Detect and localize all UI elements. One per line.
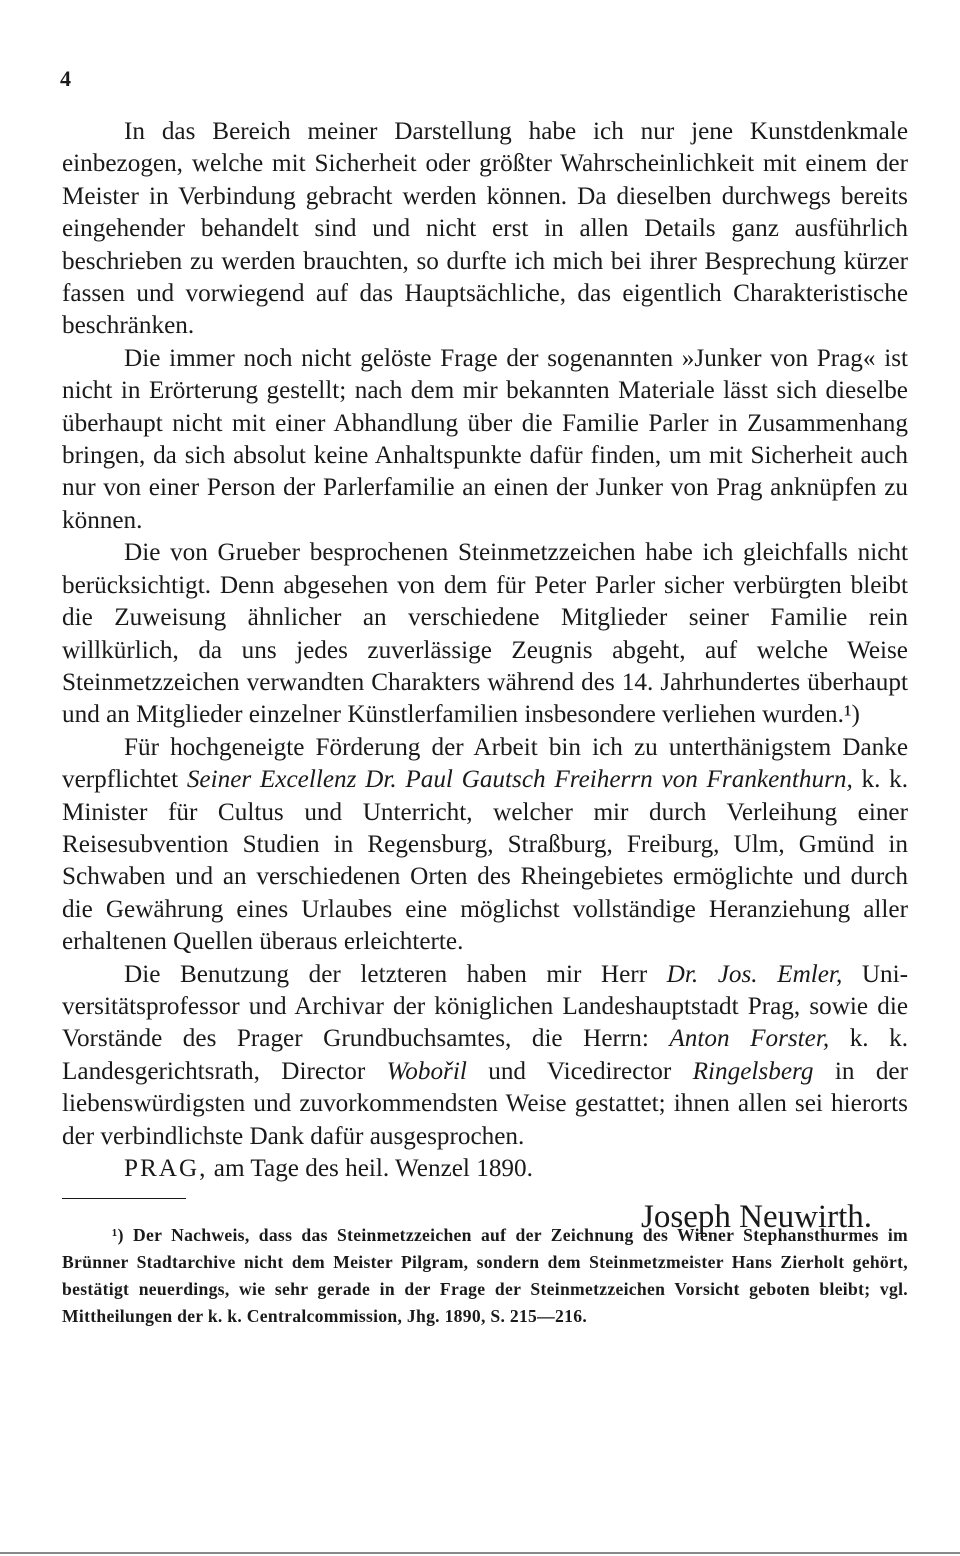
paragraph-5-text-5: in der liebenswürdigsten und zuvorkommendsten Weise gestattet; ihnen allen sei hierorts der verbindlichste Dank dafür ausgesprochen.: [62, 1057, 908, 1150]
minister-name: Seiner Excellenz Dr. Paul Gautsch Freiherrn von Frankenthurn,: [186, 766, 853, 794]
name-forster: Anton Forster,: [669, 1025, 830, 1053]
paragraph-5-text: Die Benutzung der letzteren haben mir Herr: [124, 960, 667, 988]
body-text: [62, 116, 908, 1239]
paragraph-1: In das Bereich meiner Darstellung habe ich nur jene Kunstdenkmale einbezogen, welche mit Sicherheit oder größter Wahrscheinlichkeit mit einem der Meister in Verbindung gebracht werden können. Da dieselben durchwegs bereits eingehender behandelt sind und nicht erst in allen Details ganz ausführlich beschrieben zu werden brauchten, so durfte ich mich bei ihrer Besprechung kürzer fassen und vorwiegend auf das Hauptsächliche, das eigentlich Charakteristische beschränken.: [62, 118, 908, 340]
name-ringelsberg: Ringelsberg: [692, 1057, 814, 1085]
author-signature: Joseph Neuwirth.: [641, 1199, 872, 1236]
name-emler: Dr. Jos. Emler,: [666, 960, 843, 988]
footnote-rule: [62, 1198, 186, 1199]
name-woboril: Wobořil: [386, 1057, 467, 1085]
bottom-border: [0, 1552, 960, 1554]
paragraph-3: Die von Grueber besprochenen Steinmetzzeichen habe ich gleichfalls nicht berücksichtigt. Denn abgesehen von dem für Peter Parler sicher verbürgten bleibt die Zuweisung ähnlicher an verschiedene Mitglieder seiner Familie rein willkürlich, da uns jedes zuverlässige Zeugnis abgeht, auf welche Weise Steinmetzzeichen verwandten Charakters während des 14. Jahrhundertes überhaupt und an Mitglieder einzelner Künstlerfamilien insbesondere verliehen wurden.¹): [62, 539, 908, 729]
footnote: [62, 1222, 908, 1330]
paragraph-5: [62, 959, 908, 1153]
paragraph-4: [62, 732, 908, 959]
paragraph-5-text-4: und Vicedirector: [466, 1057, 693, 1085]
paragraph-2: Die immer noch nicht gelöste Frage der sogenannten »Junker von Prag« ist nicht in Erörterung gestellt; nach dem mir bekannten Materiale lässt sich dieselbe überhaupt nicht mit einer Abhandlung über die Familie Parler in Zusammenhang bringen, da sich absolut keine Anhaltspunkte dafür finden, um mit Sicherheit auch nur von einer Person der Parlerfamilie an einen der Junker von Prag anknüpfen zu können.: [62, 344, 908, 534]
paragraph-5-text-3: k. k. Landesgerichtsrath, Director: [62, 1025, 909, 1085]
date-line: am Tage des heil. Wenzel 1890.: [207, 1155, 533, 1182]
place-and-date: [62, 1153, 908, 1185]
page-number: 4: [60, 66, 71, 91]
place-city: PRAG,: [124, 1155, 208, 1182]
paragraph-4-text-cont: k. k. Minister für Cultus und Unterricht, welcher mir durch Verleihung einer Reisesubvention Studien in Regensburg, Straßburg, Freiburg, Ulm, Gmünd in Schwaben und an verschiedenen Orten des Rheingebietes ermöglichte und durch die Gewährung eines Urlaubes eine möglichst vollständige Heranziehung aller erhaltenen Quellen überaus erleichterte.: [62, 766, 909, 956]
paragraph-4-text: Für hochgeneigte Förderung der Arbeit bin ich zu unterthänigstem Danke verpflichtet: [62, 733, 908, 794]
paragraph-5-text-2: Universitätsprofessor und Archivar der königlichen Landeshauptstadt Prag, sowie die Vorstände des Prager Grundbuchsamtes, die Herrn:: [62, 960, 908, 1053]
footnote-text: ¹) Der Nachweis, dass das Steinmetzzeichen auf der Zeichnung des Wiener Stephansthurmes im Brünner Stadtarchive nicht dem Meister Pilgram, sondern dem Steinmetzmeister Hans Zierholt gehört, bestätigt neuerdings, wie sehr gerade in der Frage der Steinmetzzeichen Vorsicht geboten bleibt; vgl. Mittheilungen der k. k. Centralcommission, Jhg. 1890, S. 215—216.: [62, 1225, 908, 1326]
